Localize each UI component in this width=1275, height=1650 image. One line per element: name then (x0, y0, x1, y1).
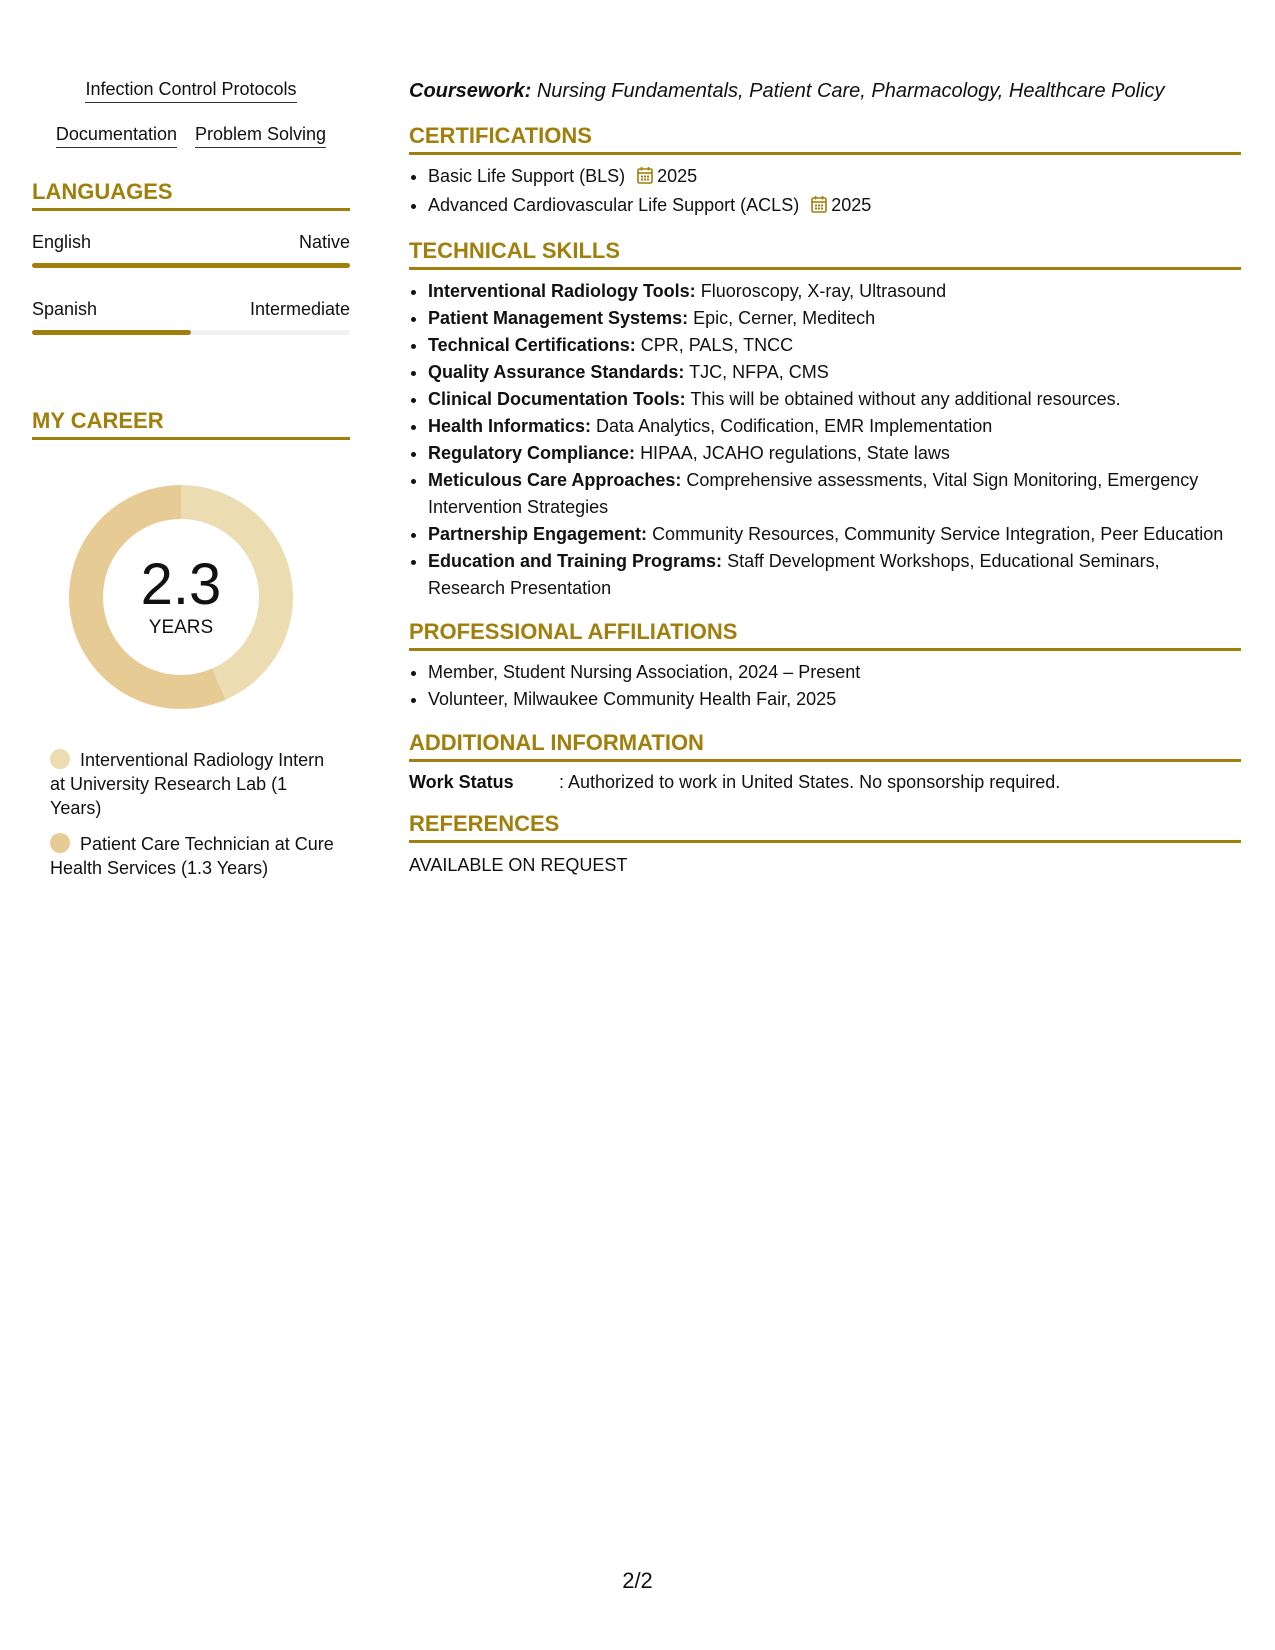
additional-info-heading: ADDITIONAL INFORMATION (409, 729, 1241, 762)
technical-skill-item (428, 332, 1241, 359)
language-bar-track (32, 263, 350, 268)
technical-skill-item (428, 278, 1241, 305)
technical-skills-heading: TECHNICAL SKILLS (409, 237, 1241, 270)
languages-heading: LANGUAGES (32, 178, 350, 211)
technical-skill-item (428, 521, 1241, 548)
technical-skill-text: Fluoroscopy, X-ray, Ultrasound (700, 281, 947, 301)
certification-year: 2025 (831, 195, 872, 215)
references-heading: REFERENCES (409, 810, 1241, 843)
affiliation-item: • Volunteer, Milwaukee Community Health Fair, 2025 (428, 686, 1241, 713)
career-unit: YEARS (148, 617, 214, 638)
affiliation-item: • Member, Student Nursing Association, 2024 – Present (428, 659, 1241, 686)
certification-name: Advanced Cardiovascular Life Support (ACLS) (428, 195, 800, 215)
languages-list (32, 231, 350, 335)
career-legend-item (50, 748, 340, 820)
technical-skill-text: CPR, PALS, TNCC (640, 335, 794, 355)
calendar-icon (637, 165, 653, 192)
work-status-row (409, 770, 1241, 794)
references-text: AVAILABLE ON REQUEST (409, 855, 628, 875)
language-item (32, 231, 350, 268)
legend-dot-icon (50, 749, 70, 769)
certification-year: 2025 (657, 166, 698, 186)
technical-skill-label: Clinical Documentation Tools: (428, 389, 686, 409)
skill-tag: Problem Solving (195, 123, 326, 148)
technical-skill-item (428, 386, 1241, 413)
technical-skill-item (428, 548, 1241, 602)
language-name: Spanish (32, 299, 98, 319)
language-bar-fill (32, 263, 350, 268)
career-donut (66, 482, 296, 712)
work-status-value: : Authorized to work in United States. No sponsorship required. (559, 772, 1061, 792)
technical-skill-text: Comprehensive assessments, Vital Sign Monitoring, Emergency Intervention Strategies (428, 470, 1199, 517)
technical-skill-label: Patient Management Systems: (428, 308, 689, 328)
certification-item (428, 192, 1241, 221)
language-row (32, 231, 350, 253)
technical-skill-item (428, 413, 1241, 440)
technical-skill-label: Partnership Engagement: (428, 524, 648, 544)
technical-skill-label: Health Informatics: (428, 416, 592, 436)
technical-skill-text: This will be obtained without any additional resources. (690, 389, 1121, 409)
work-status-label: Work Status (409, 772, 514, 792)
career-total: 2.3 (140, 552, 222, 617)
language-name: English (32, 232, 92, 252)
career-heading: MY CAREER (32, 407, 350, 440)
calendar-icon (811, 194, 827, 221)
technical-skill-label: Interventional Radiology Tools: (428, 281, 696, 301)
language-level: Intermediate (249, 299, 350, 319)
career-legend-label: Interventional Radiology Intern at University Research Lab (1 Years) (50, 750, 325, 818)
legend-dot-icon (50, 833, 70, 853)
technical-skill-text: Community Resources, Community Service Integration, Peer Education (652, 524, 1224, 544)
career-legend-label: Patient Care Technician at Cure Health Services (1.3 Years) (50, 834, 334, 878)
certifications-heading: CERTIFICATIONS (409, 122, 1241, 155)
skill-tag-row (32, 123, 350, 148)
technical-skill-label: Education and Training Programs: (428, 551, 723, 571)
certification-item (428, 163, 1241, 192)
language-bar-track (32, 330, 350, 335)
coursework-label: Coursework: (409, 80, 532, 102)
career-legend (50, 748, 340, 880)
skills-tags (32, 78, 350, 148)
career-legend-item (50, 832, 340, 880)
technical-skill-text: Staff Development Workshops, Educational Seminars, Research Presentation (428, 551, 1160, 598)
affiliations-heading: PROFESSIONAL AFFILIATIONS (409, 618, 1241, 651)
technical-skills-list (409, 278, 1241, 602)
technical-skill-text: TJC, NFPA, CMS (689, 362, 829, 382)
page-number: 2/2 (622, 1568, 653, 1593)
technical-skill-item (428, 305, 1241, 332)
skill-tag: Infection Control Protocols (85, 78, 296, 103)
coursework-text: Nursing Fundamentals, Patient Care, Pharmacology, Healthcare Policy (536, 80, 1165, 102)
technical-skill-label: Technical Certifications: (428, 335, 636, 355)
technical-skill-item (428, 359, 1241, 386)
certification-name: Basic Life Support (BLS) (428, 166, 626, 186)
affiliations-list (409, 659, 1241, 713)
technical-skill-text: Epic, Cerner, Meditech (693, 308, 876, 328)
language-level: Native (298, 232, 350, 252)
sidebar (32, 78, 350, 892)
technical-skill-text: HIPAA, JCAHO regulations, State laws (640, 443, 950, 463)
technical-skill-label: Quality Assurance Standards: (428, 362, 685, 382)
technical-skill-item (428, 440, 1241, 467)
certifications-list (409, 163, 1241, 221)
technical-skill-label: Regulatory Compliance: (428, 443, 636, 463)
main-content (409, 78, 1241, 877)
language-row (32, 298, 350, 320)
language-bar-fill (32, 330, 191, 335)
language-item (32, 298, 350, 335)
coursework (409, 78, 1241, 104)
skill-tag: Documentation (56, 123, 177, 148)
technical-skill-label: Meticulous Care Approaches: (428, 470, 682, 490)
technical-skill-item (428, 467, 1241, 521)
skill-tag-row (32, 78, 350, 103)
technical-skill-text: Data Analytics, Codification, EMR Implementation (596, 416, 993, 436)
